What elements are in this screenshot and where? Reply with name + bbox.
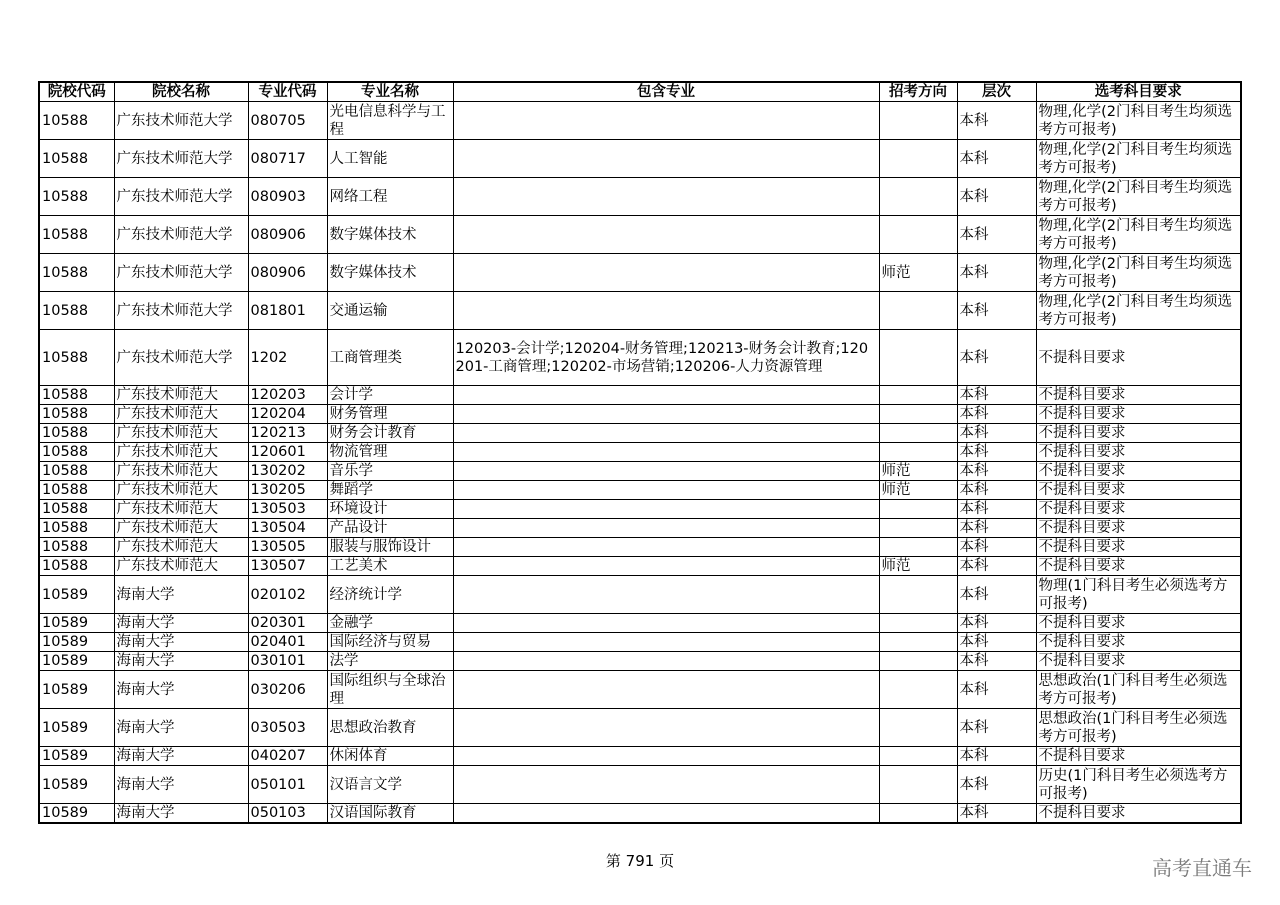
cell-level: 本科 (957, 216, 1036, 254)
cell-included-majors (453, 292, 879, 330)
cell-level: 本科 (957, 462, 1036, 481)
watermark-text: 高考直通车 (1152, 856, 1252, 880)
cell-level: 本科 (957, 538, 1036, 557)
cell-school-code: 10588 (39, 140, 114, 178)
cell-major-code: 080906 (248, 216, 327, 254)
cell-subject-requirement: 不提科目要求 (1036, 443, 1241, 462)
header-school-name: 院校名称 (114, 82, 248, 102)
cell-school-code: 10588 (39, 481, 114, 500)
cell-subject-requirement: 不提科目要求 (1036, 652, 1241, 671)
table-row (39, 766, 1241, 804)
cell-direction (879, 652, 957, 671)
cell-major-name: 服装与服饰设计 (327, 538, 453, 557)
cell-school-code: 10588 (39, 102, 114, 140)
cell-subject-requirement: 不提科目要求 (1036, 424, 1241, 443)
cell-major-name: 人工智能 (327, 140, 453, 178)
cell-school-name: 广东技术师范大学 (114, 254, 248, 292)
table-row (39, 519, 1241, 538)
table-row (39, 500, 1241, 519)
cell-major-code: 120203 (248, 386, 327, 405)
cell-school-code: 10588 (39, 386, 114, 405)
cell-school-name: 广东技术师范大 (114, 538, 248, 557)
cell-level: 本科 (957, 424, 1036, 443)
cell-subject-requirement: 不提科目要求 (1036, 386, 1241, 405)
cell-subject-requirement: 不提科目要求 (1036, 804, 1241, 824)
cell-school-name: 广东技术师范大学 (114, 178, 248, 216)
cell-subject-requirement: 思想政治(1门科目考生必须选考方可报考) (1036, 671, 1241, 709)
cell-school-name: 广东技术师范大 (114, 443, 248, 462)
cell-included-majors (453, 178, 879, 216)
cell-major-code: 030503 (248, 709, 327, 747)
cell-major-code: 020301 (248, 614, 327, 633)
cell-major-name: 网络工程 (327, 178, 453, 216)
cell-direction (879, 140, 957, 178)
cell-included-majors (453, 747, 879, 766)
cell-major-name: 数字媒体技术 (327, 254, 453, 292)
cell-subject-requirement: 不提科目要求 (1036, 747, 1241, 766)
cell-major-code: 020401 (248, 633, 327, 652)
cell-included-majors (453, 614, 879, 633)
cell-direction (879, 386, 957, 405)
cell-included-majors (453, 386, 879, 405)
cell-major-name: 物流管理 (327, 443, 453, 462)
cell-level: 本科 (957, 386, 1036, 405)
cell-major-name: 法学 (327, 652, 453, 671)
cell-school-name: 广东技术师范大学 (114, 292, 248, 330)
cell-included-majors (453, 481, 879, 500)
cell-major-code: 080903 (248, 178, 327, 216)
cell-school-name: 广东技术师范大 (114, 557, 248, 576)
cell-school-code: 10589 (39, 671, 114, 709)
cell-included-majors (453, 405, 879, 424)
cell-major-name: 汉语言文学 (327, 766, 453, 804)
cell-school-name: 广东技术师范大 (114, 462, 248, 481)
cell-major-code: 080705 (248, 102, 327, 140)
table-row (39, 652, 1241, 671)
cell-major-name: 经济统计学 (327, 576, 453, 614)
cell-direction: 师范 (879, 557, 957, 576)
cell-major-code: 130507 (248, 557, 327, 576)
table-row (39, 330, 1241, 386)
table-row (39, 178, 1241, 216)
cell-school-name: 广东技术师范大学 (114, 216, 248, 254)
cell-major-name: 汉语国际教育 (327, 804, 453, 824)
cell-school-code: 10588 (39, 538, 114, 557)
cell-level: 本科 (957, 140, 1036, 178)
cell-school-code: 10588 (39, 500, 114, 519)
cell-major-name: 思想政治教育 (327, 709, 453, 747)
cell-major-code: 130504 (248, 519, 327, 538)
header-direction: 招考方向 (879, 82, 957, 102)
cell-subject-requirement: 物理,化学(2门科目考生均须选考方可报考) (1036, 292, 1241, 330)
cell-major-name: 数字媒体技术 (327, 216, 453, 254)
table-row (39, 292, 1241, 330)
cell-school-code: 10589 (39, 766, 114, 804)
cell-direction (879, 500, 957, 519)
cell-level: 本科 (957, 500, 1036, 519)
cell-school-code: 10588 (39, 292, 114, 330)
cell-major-code: 081801 (248, 292, 327, 330)
cell-direction (879, 330, 957, 386)
table-row (39, 405, 1241, 424)
cell-school-code: 10588 (39, 216, 114, 254)
cell-school-code: 10588 (39, 330, 114, 386)
cell-level: 本科 (957, 633, 1036, 652)
cell-school-name: 广东技术师范大 (114, 481, 248, 500)
header-subject-requirement: 选考科目要求 (1036, 82, 1241, 102)
cell-subject-requirement: 不提科目要求 (1036, 633, 1241, 652)
cell-major-name: 国际组织与全球治理 (327, 671, 453, 709)
cell-direction (879, 178, 957, 216)
cell-subject-requirement: 不提科目要求 (1036, 500, 1241, 519)
cell-school-name: 广东技术师范大 (114, 386, 248, 405)
header-major-name: 专业名称 (327, 82, 453, 102)
cell-school-name: 海南大学 (114, 576, 248, 614)
cell-subject-requirement: 不提科目要求 (1036, 557, 1241, 576)
cell-major-code: 030101 (248, 652, 327, 671)
cell-major-name: 环境设计 (327, 500, 453, 519)
cell-major-name: 舞蹈学 (327, 481, 453, 500)
table-row (39, 633, 1241, 652)
cell-subject-requirement: 历史(1门科目考生必须选考方可报考) (1036, 766, 1241, 804)
cell-school-code: 10589 (39, 804, 114, 824)
cell-included-majors (453, 216, 879, 254)
cell-direction (879, 709, 957, 747)
cell-subject-requirement: 物理,化学(2门科目考生均须选考方可报考) (1036, 216, 1241, 254)
cell-subject-requirement: 不提科目要求 (1036, 614, 1241, 633)
table-row (39, 557, 1241, 576)
cell-level: 本科 (957, 614, 1036, 633)
cell-major-code: 120204 (248, 405, 327, 424)
cell-subject-requirement: 不提科目要求 (1036, 481, 1241, 500)
cell-major-name: 休闲体育 (327, 747, 453, 766)
cell-direction (879, 519, 957, 538)
cell-subject-requirement: 思想政治(1门科目考生必须选考方可报考) (1036, 709, 1241, 747)
table-row (39, 614, 1241, 633)
cell-direction (879, 766, 957, 804)
cell-included-majors (453, 102, 879, 140)
table-row (39, 386, 1241, 405)
cell-included-majors (453, 140, 879, 178)
cell-major-name: 交通运输 (327, 292, 453, 330)
table-row (39, 576, 1241, 614)
cell-direction (879, 614, 957, 633)
cell-subject-requirement: 物理,化学(2门科目考生均须选考方可报考) (1036, 140, 1241, 178)
cell-included-majors (453, 538, 879, 557)
cell-included-majors (453, 671, 879, 709)
cell-subject-requirement: 不提科目要求 (1036, 330, 1241, 386)
cell-major-code: 120601 (248, 443, 327, 462)
cell-direction (879, 292, 957, 330)
cell-school-code: 10588 (39, 178, 114, 216)
cell-major-name: 工艺美术 (327, 557, 453, 576)
cell-direction: 师范 (879, 481, 957, 500)
admissions-table (38, 81, 1242, 824)
cell-major-name: 财务会计教育 (327, 424, 453, 443)
cell-direction: 师范 (879, 462, 957, 481)
cell-school-name: 海南大学 (114, 766, 248, 804)
table-header-row (39, 82, 1241, 102)
table-row (39, 424, 1241, 443)
cell-direction: 师范 (879, 254, 957, 292)
cell-major-code: 080906 (248, 254, 327, 292)
cell-level: 本科 (957, 292, 1036, 330)
cell-school-name: 广东技术师范大学 (114, 330, 248, 386)
cell-school-name: 海南大学 (114, 652, 248, 671)
page-number: 第 791 页 (605, 852, 675, 870)
cell-level: 本科 (957, 519, 1036, 538)
cell-direction (879, 804, 957, 824)
cell-level: 本科 (957, 576, 1036, 614)
cell-major-name: 金融学 (327, 614, 453, 633)
cell-major-code: 050103 (248, 804, 327, 824)
cell-school-code: 10588 (39, 254, 114, 292)
cell-direction (879, 443, 957, 462)
cell-major-name: 工商管理类 (327, 330, 453, 386)
table-row (39, 538, 1241, 557)
table-row (39, 102, 1241, 140)
cell-major-code: 020102 (248, 576, 327, 614)
cell-major-code: 1202 (248, 330, 327, 386)
cell-subject-requirement: 不提科目要求 (1036, 405, 1241, 424)
cell-included-majors (453, 766, 879, 804)
cell-included-majors (453, 462, 879, 481)
cell-level: 本科 (957, 671, 1036, 709)
cell-school-name: 广东技术师范大 (114, 519, 248, 538)
cell-included-majors (453, 804, 879, 824)
cell-level: 本科 (957, 102, 1036, 140)
table-row (39, 747, 1241, 766)
cell-included-majors (453, 500, 879, 519)
table-row (39, 462, 1241, 481)
cell-school-code: 10589 (39, 709, 114, 747)
cell-school-name: 广东技术师范大 (114, 405, 248, 424)
cell-major-code: 040207 (248, 747, 327, 766)
table-row (39, 443, 1241, 462)
cell-included-majors (453, 424, 879, 443)
cell-included-majors (453, 576, 879, 614)
cell-subject-requirement: 物理,化学(2门科目考生均须选考方可报考) (1036, 178, 1241, 216)
cell-school-code: 10589 (39, 576, 114, 614)
cell-direction (879, 671, 957, 709)
cell-subject-requirement: 物理,化学(2门科目考生均须选考方可报考) (1036, 254, 1241, 292)
cell-major-name: 光电信息科学与工程 (327, 102, 453, 140)
cell-direction (879, 102, 957, 140)
cell-school-code: 10589 (39, 652, 114, 671)
cell-school-code: 10588 (39, 462, 114, 481)
cell-school-name: 海南大学 (114, 614, 248, 633)
cell-included-majors (453, 652, 879, 671)
cell-school-name: 海南大学 (114, 804, 248, 824)
cell-major-code: 030206 (248, 671, 327, 709)
cell-direction (879, 633, 957, 652)
cell-major-code: 130503 (248, 500, 327, 519)
table-row (39, 671, 1241, 709)
cell-included-majors (453, 709, 879, 747)
header-school-code: 院校代码 (39, 82, 114, 102)
cell-school-code: 10588 (39, 405, 114, 424)
table-row (39, 140, 1241, 178)
cell-subject-requirement: 物理,化学(2门科目考生均须选考方可报考) (1036, 102, 1241, 140)
cell-school-name: 海南大学 (114, 709, 248, 747)
table-row (39, 254, 1241, 292)
header-included-majors: 包含专业 (453, 82, 879, 102)
cell-major-code: 130202 (248, 462, 327, 481)
cell-major-code: 050101 (248, 766, 327, 804)
cell-direction (879, 405, 957, 424)
cell-level: 本科 (957, 652, 1036, 671)
header-level: 层次 (957, 82, 1036, 102)
cell-included-majors (453, 443, 879, 462)
cell-included-majors: 120203-会计学;120204-财务管理;120213-财务会计教育;120201-工商管理;120202-市场营销;120206-人力资源管理 (453, 330, 879, 386)
cell-major-name: 财务管理 (327, 405, 453, 424)
cell-school-name: 海南大学 (114, 633, 248, 652)
cell-school-code: 10589 (39, 747, 114, 766)
cell-direction (879, 424, 957, 443)
cell-subject-requirement: 不提科目要求 (1036, 538, 1241, 557)
cell-school-code: 10588 (39, 443, 114, 462)
cell-level: 本科 (957, 766, 1036, 804)
cell-major-code: 130205 (248, 481, 327, 500)
table-body (39, 102, 1241, 824)
cell-level: 本科 (957, 254, 1036, 292)
cell-major-code: 120213 (248, 424, 327, 443)
cell-direction (879, 747, 957, 766)
table-row (39, 481, 1241, 500)
cell-major-code: 130505 (248, 538, 327, 557)
cell-included-majors (453, 557, 879, 576)
cell-subject-requirement: 不提科目要求 (1036, 519, 1241, 538)
cell-major-name: 国际经济与贸易 (327, 633, 453, 652)
cell-included-majors (453, 254, 879, 292)
cell-school-name: 海南大学 (114, 671, 248, 709)
table-row (39, 804, 1241, 824)
cell-direction (879, 216, 957, 254)
cell-school-code: 10589 (39, 633, 114, 652)
cell-level: 本科 (957, 747, 1036, 766)
cell-school-name: 海南大学 (114, 747, 248, 766)
table-row (39, 709, 1241, 747)
cell-subject-requirement: 不提科目要求 (1036, 462, 1241, 481)
cell-school-name: 广东技术师范大 (114, 500, 248, 519)
cell-included-majors (453, 633, 879, 652)
cell-level: 本科 (957, 330, 1036, 386)
cell-level: 本科 (957, 557, 1036, 576)
cell-direction (879, 538, 957, 557)
cell-level: 本科 (957, 178, 1036, 216)
cell-major-code: 080717 (248, 140, 327, 178)
cell-school-code: 10589 (39, 614, 114, 633)
cell-included-majors (453, 519, 879, 538)
header-major-code: 专业代码 (248, 82, 327, 102)
cell-school-name: 广东技术师范大学 (114, 140, 248, 178)
cell-school-code: 10588 (39, 557, 114, 576)
cell-level: 本科 (957, 709, 1036, 747)
cell-school-name: 广东技术师范大学 (114, 102, 248, 140)
cell-school-code: 10588 (39, 519, 114, 538)
cell-level: 本科 (957, 804, 1036, 824)
cell-direction (879, 576, 957, 614)
table-row (39, 216, 1241, 254)
cell-major-name: 会计学 (327, 386, 453, 405)
cell-level: 本科 (957, 405, 1036, 424)
cell-school-code: 10588 (39, 424, 114, 443)
cell-level: 本科 (957, 481, 1036, 500)
cell-major-name: 音乐学 (327, 462, 453, 481)
cell-subject-requirement: 物理(1门科目考生必须选考方可报考) (1036, 576, 1241, 614)
cell-level: 本科 (957, 443, 1036, 462)
cell-school-name: 广东技术师范大 (114, 424, 248, 443)
cell-major-name: 产品设计 (327, 519, 453, 538)
